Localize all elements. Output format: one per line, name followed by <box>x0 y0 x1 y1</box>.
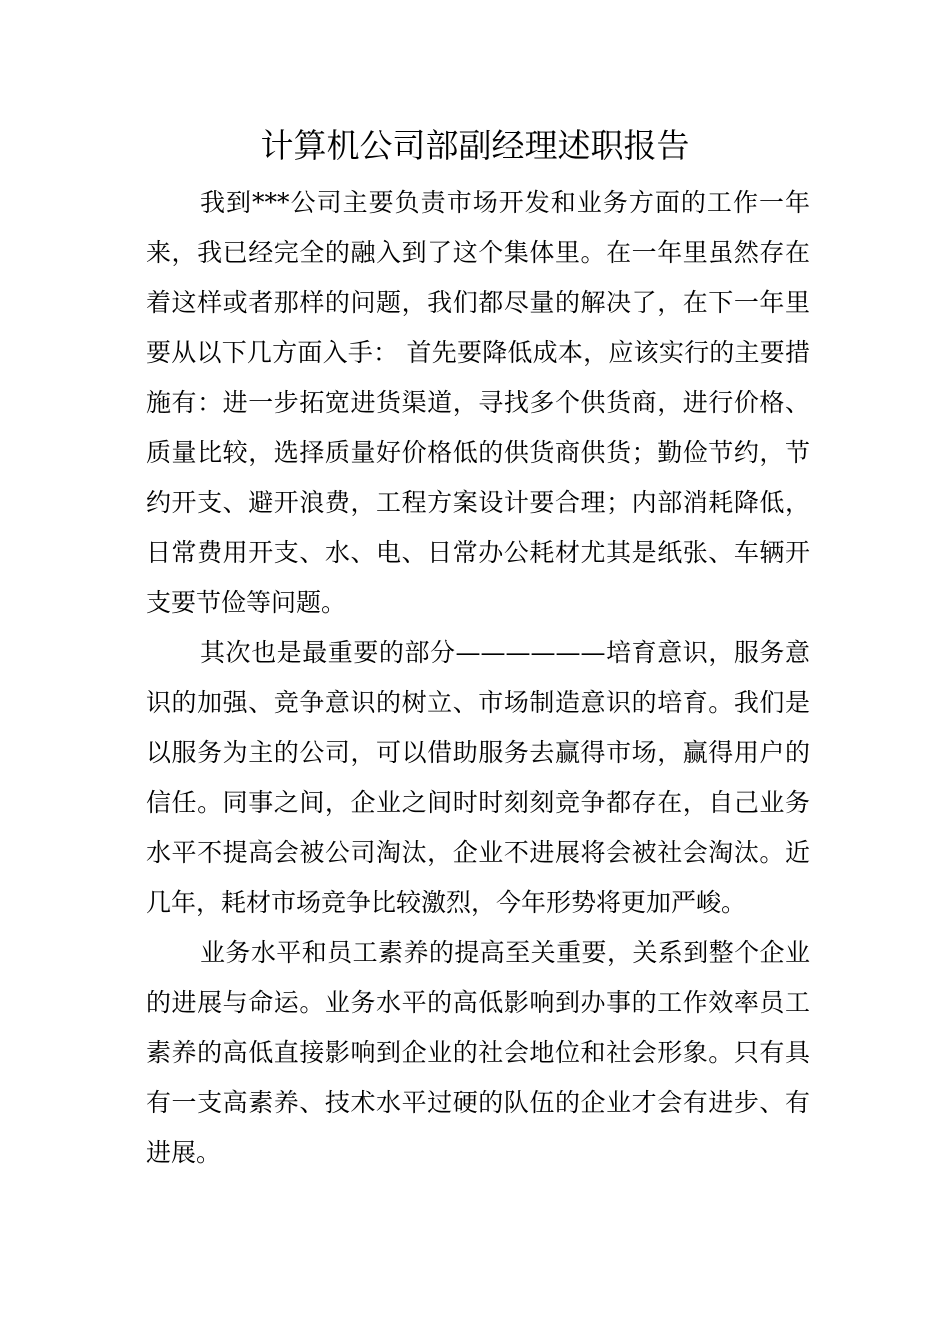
paragraph-awareness: 其次也是最重要的部分——————培育意识，服务意识的加强、竞争意识的树立、市场制造意识的培育。我们是以服务为主的公司，可以借助服务去赢得市场，赢得用户的信任。同事之间，企业之间时时刻刻竞争都存在，自己业务水平不提高会被公司淘汰，企业不进展将会被社会淘汰。近几年，耗材市场竞争比较激烈，今年形势将更加严峻。 <box>146 638 810 917</box>
document-body <box>146 178 810 1178</box>
paragraph-cost-reduction: 我到***公司主要负责市场开发和业务方面的工作一年来，我已经完全的融入到了这个集体里。在一年里虽然存在着这样或者那样的问题，我们都尽量的解决了，在下一年里要从以下几方面入手： 首先要降低成本，应该实行的主要措施有：进一步拓宽进货渠道，寻找多个供货商，进行价格、质量比较，选择质量好价格低的供货商供货；勤俭节约，节约开支、避开浪费，工程方案设计要合理；内部消耗降低，日常费用开支、水、电、日常办公耗材尤其是纸张、车辆开支要节俭等问题。 <box>146 188 810 617</box>
document-title: 计算机公司部副经理述职报告 <box>260 126 690 165</box>
paragraph-staff-quality: 业务水平和员工素养的提高至关重要，关系到整个企业的进展与命运。业务水平的高低影响到办事的工作效率员工素养的高低直接影响到企业的社会地位和社会形象。只有具有一支高素养、技术水平过硬的队伍的企业才会有进步、有进展。 <box>146 938 810 1167</box>
